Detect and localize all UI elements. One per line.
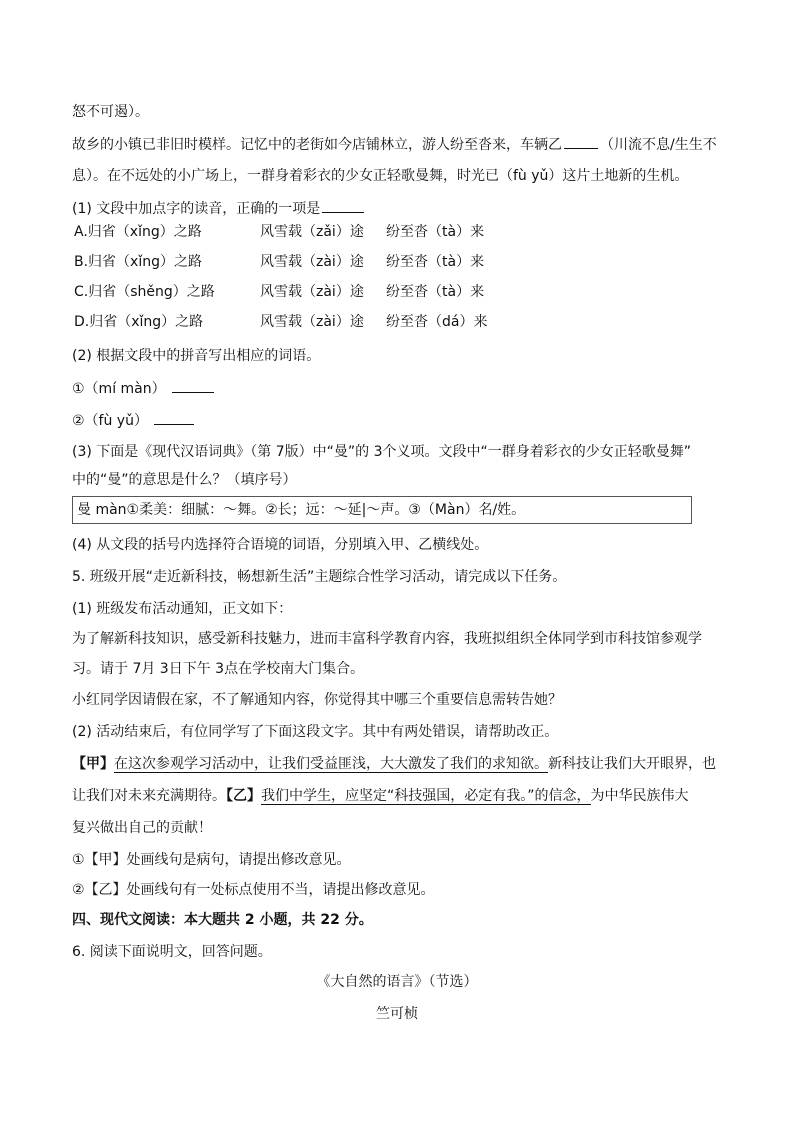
q1-stem-text: (1) 文段中加点字的读音，正确的一项是 <box>72 201 321 217</box>
tag-jia: 【甲】 <box>72 756 114 772</box>
q2-b <box>72 410 196 431</box>
q3-line-1: (3) 下面是《现代汉语词典》（第 7版）中“曼”的 3个义项。文段中“一群身着彩衣的少女正轻歌曼舞” <box>72 444 692 460</box>
q6: 6. 阅读下面说明文，回答问题。 <box>72 944 272 960</box>
q1-c-3: 纷至沓（tà）来 <box>386 284 485 300</box>
passage-1-rest: 新科技让我们大开眼界，也 <box>548 756 716 772</box>
q2-stem: (2) 根据文段中的拼音写出相应的词语。 <box>72 348 321 364</box>
q5-notice-2: 习。请于 7月 3日下午 3点在学校南大门集合。 <box>72 661 365 677</box>
q1-d-1: D.归省（xǐng）之路 <box>74 314 204 330</box>
q5-c2: ②【乙】处画线句有一处标点使用不当，请提出修改意见。 <box>72 882 435 898</box>
passage-2-a: 让我们对未来充满期待。 <box>72 788 226 804</box>
q1-blank <box>322 198 364 213</box>
q1-b-1: B.归省（xǐng）之路 <box>74 254 202 270</box>
passage-2-rest: 为中华民族伟大 <box>590 788 689 804</box>
q1-d-3: 纷至沓（dá）来 <box>386 314 488 330</box>
q1-a-2: 风雪载（zǎi）途 <box>260 224 364 240</box>
q2-a-text: ①（mí màn） <box>72 381 166 397</box>
line-top-2 <box>72 134 717 155</box>
q1-b-3: 纷至沓（tà）来 <box>386 254 485 270</box>
q2-a-blank <box>172 378 214 393</box>
section-4-heading: 四、现代文阅读：本大题共 2 小题，共 22 分。 <box>72 912 373 928</box>
q5-s1: (1) 班级发布活动通知，正文如下： <box>72 601 293 617</box>
q1-c-2: 风雪载（zài）途 <box>260 284 364 300</box>
q5-notice-1: 为了解新科技知识，感受新科技魅力，进而丰富科学教育内容，我班拟组织全体同学到市科技馆参观学 <box>72 631 702 647</box>
q1-stem <box>72 198 366 219</box>
q2-a <box>72 378 216 399</box>
q2-b-text: ②（fù yǔ） <box>72 413 148 429</box>
q3-line-2: 中的“曼”的意思是什么？（填序号） <box>72 472 297 488</box>
q1-b-2: 风雪载（zài）途 <box>260 254 364 270</box>
article-author: 竺可桢 <box>376 1006 418 1022</box>
underline-yi: 我们中学生，应坚定“科技强国，必定有我。”的信念， <box>261 788 591 804</box>
q5-passage-1 <box>72 754 716 774</box>
underline-jia: 在这次参观学习活动中，让我们受益匪浅，大大激发了我们的求知欲。 <box>114 756 548 772</box>
dictionary-entry: 曼 màn①柔美：细腻：～舞。②长；远：～延|～声。③（Màn）名/姓。 <box>77 502 526 518</box>
line-top-2b: （川流不息/生生不 <box>600 137 717 153</box>
q5-passage-2 <box>72 786 689 806</box>
tag-yi: 【乙】 <box>226 788 261 804</box>
q2-b-blank <box>154 410 194 425</box>
q1-a-1: A.归省（xǐng）之路 <box>74 224 202 240</box>
q5-c1: ①【甲】处画线句是病句，请提出修改意见。 <box>72 852 351 868</box>
line-top-3: 息）。在不远处的小广场上，一群身着彩衣的少女正轻歌曼舞，时光已（fù yǔ）这片土地新的生机。 <box>72 168 689 184</box>
article-title: 《大自然的语言》（节选） <box>316 974 478 990</box>
q5-title: 5. 班级开展“走近新科技，畅想新生活”主题综合性学习活动，请完成以下任务。 <box>72 569 567 585</box>
q1-d-2: 风雪载（zài）途 <box>260 314 364 330</box>
line-top-2a: 故乡的小镇已非旧时模样。记忆中的老街如今店铺林立，游人纷至沓来，车辆乙 <box>72 137 562 153</box>
q5-passage-3: 复兴做出自己的贡献！ <box>72 820 212 836</box>
line-top-1: 怒不可遏）。 <box>72 104 149 120</box>
q5-ask: 小红同学因请假在家，不了解通知内容，你觉得其中哪三个重要信息需转告她？ <box>72 692 562 708</box>
q1-a-3: 纷至沓（tà）来 <box>386 224 485 240</box>
q4: (4) 从文段的括号内选择符合语境的词语，分别填入甲、乙横线处。 <box>72 537 489 553</box>
blank-yi <box>564 134 598 149</box>
dictionary-box <box>72 496 692 524</box>
q5-s2: (2) 活动结束后，有位同学写了下面这段文字。其中有两处错误，请帮助改正。 <box>72 724 559 740</box>
q1-c-1: C.归省（shěng）之路 <box>74 284 215 300</box>
